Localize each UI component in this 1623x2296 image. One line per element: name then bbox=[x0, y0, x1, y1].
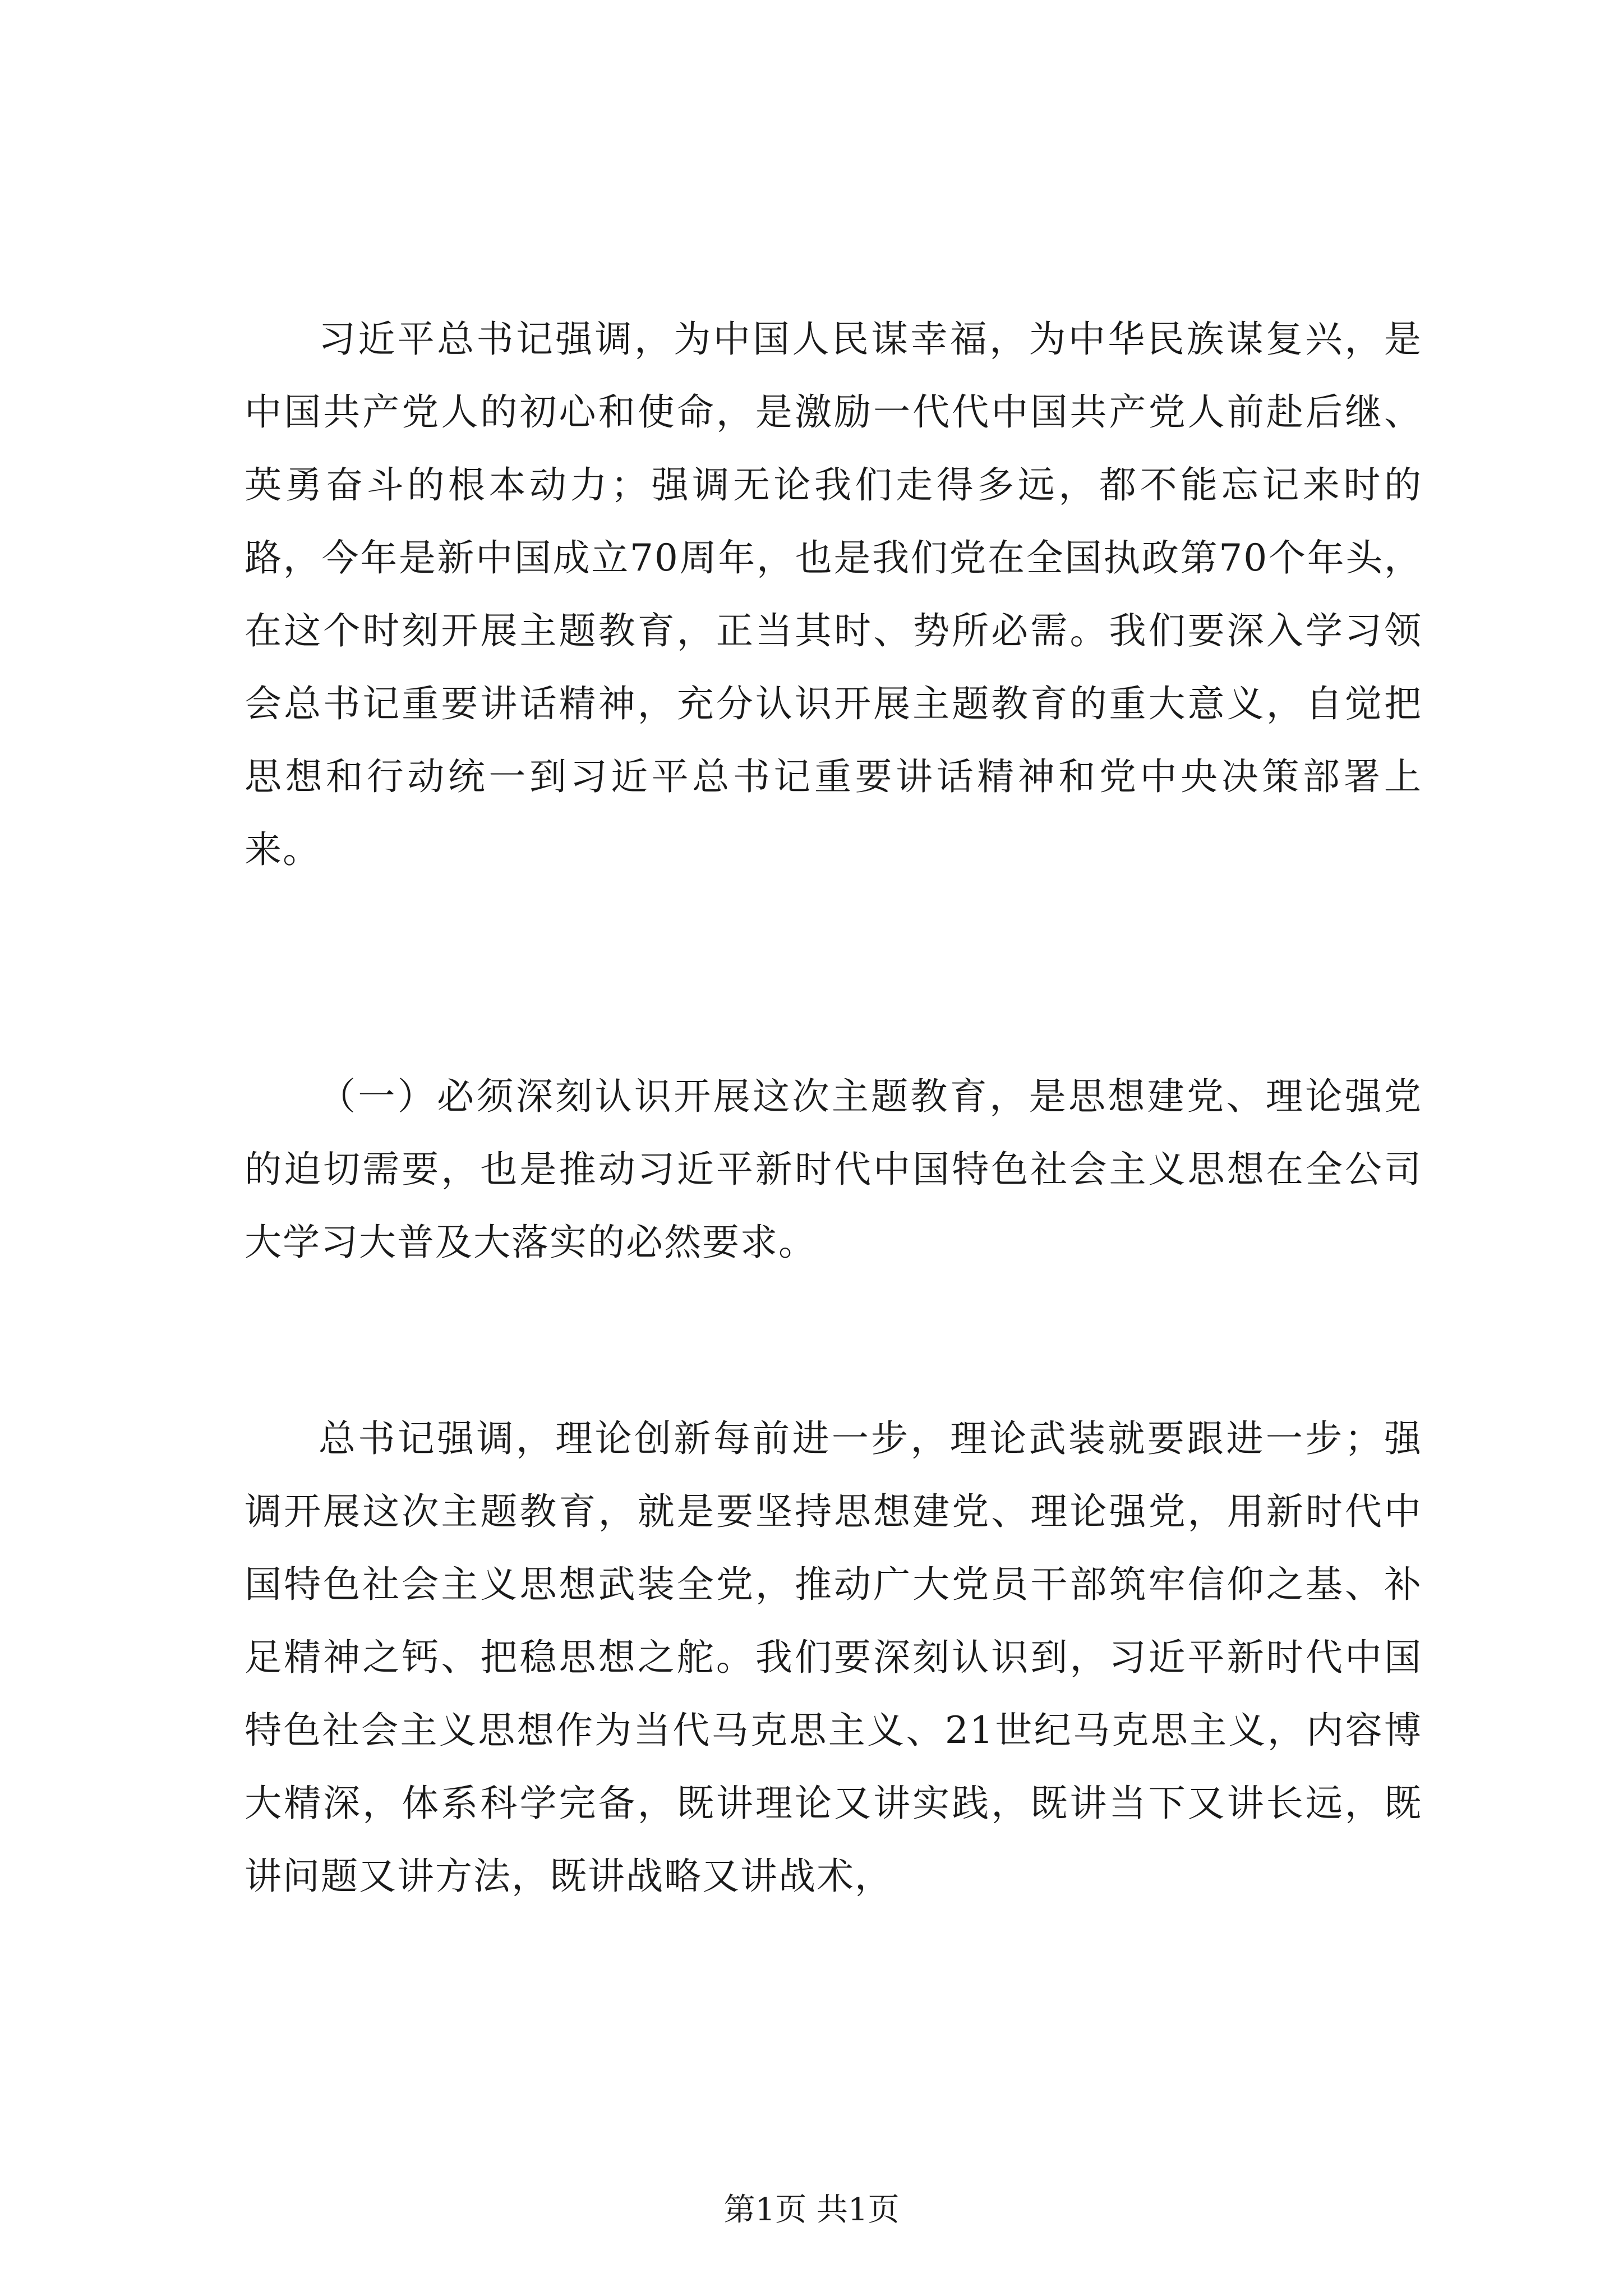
body-paragraph-1: 习近平总书记强调，为中国人民谋幸福，为中华民族谋复兴，是中国共产党人的初心和使命，是激励一代代中国共产党人前赴后继、英勇奋斗的根本动力；强调无论我们走得多远，都不能忘记来时的路，今年是新中国成立70周年，也是我们党在全国执政第70个年头，在这个时刻开展主题教育，正当其时、势所必需。我们要深入学习领会总书记重要讲话精神，充分认识开展主题教育的重大意义，自觉把思想和行动统一到习近平总书记重要讲话精神和党中央决策部署上来。 bbox=[245, 318, 1422, 871]
body-paragraph-2: 总书记强调，理论创新每前进一步，理论武装就要跟进一步；强调开展这次主题教育，就是要坚持思想建党、理论强党，用新时代中国特色社会主义思想武装全党，推动广大党员干部筑牢信仰之基、补足精神之钙、把稳思想之舵。我们要深刻认识到，习近平新时代中国特色社会主义思想作为当代马克思主义、21世纪马克思主义，内容博大精深，体系科学完备，既讲理论又讲实践，既讲当下又讲长远，既讲问题又讲方法，既讲战略又讲战术， bbox=[245, 1417, 1422, 1898]
section-heading-1: （一）必须深刻认识开展这次主题教育，是思想建党、理论强党的迫切需要，也是推动习近平新时代中国特色社会主义思想在全公司大学习大普及大落实的必然要求。 bbox=[245, 1075, 1422, 1264]
page-footer: 第1页 共1页 bbox=[723, 2192, 900, 2228]
